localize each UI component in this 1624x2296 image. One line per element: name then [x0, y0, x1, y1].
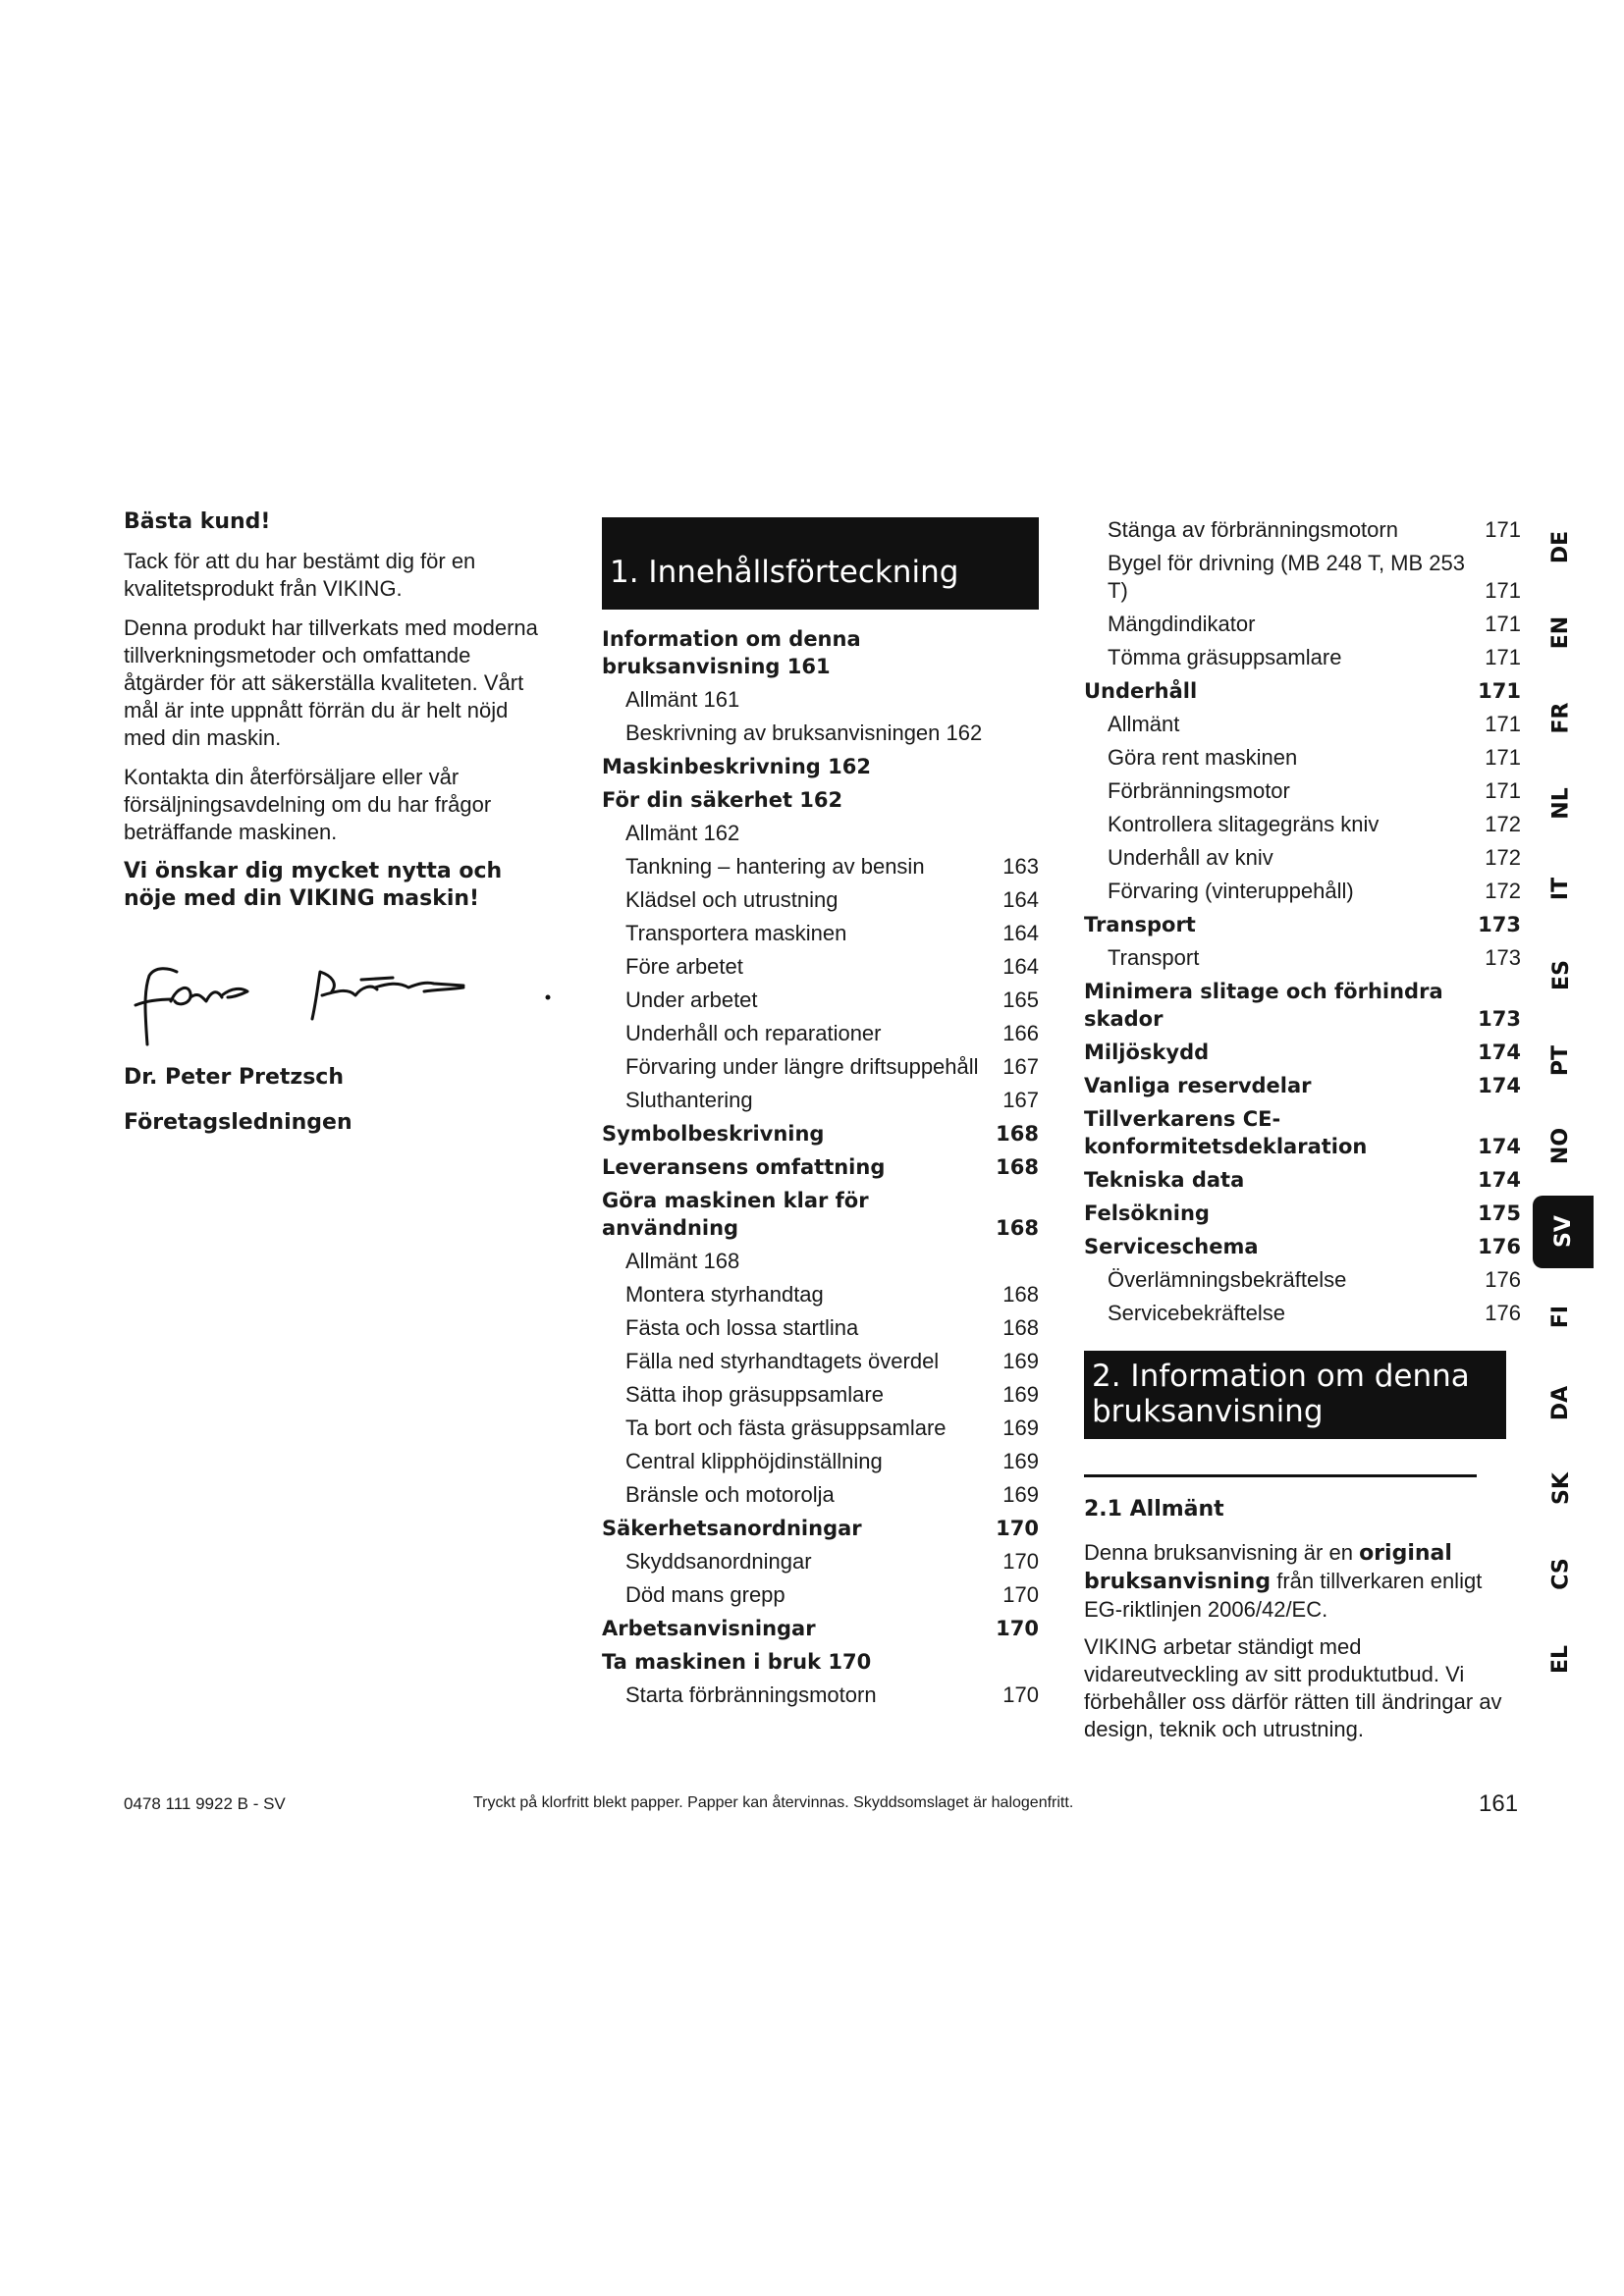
- toc-entry-page: 176: [1485, 1267, 1521, 1292]
- toc-entry[interactable]: [602, 1648, 1039, 1676]
- toc-entry-page: 163: [1002, 854, 1039, 879]
- toc-entry[interactable]: [602, 886, 1039, 914]
- toc-entry-page: 168: [1002, 1315, 1039, 1340]
- toc-entry[interactable]: [1084, 1233, 1521, 1260]
- toc-entry[interactable]: [602, 1515, 1039, 1542]
- toc-list-continued: [1084, 516, 1521, 1327]
- language-tab-label: NO: [1548, 1127, 1574, 1164]
- language-tab-sv[interactable]: [1533, 1196, 1594, 1268]
- toc-entry-page: 172: [1485, 812, 1521, 836]
- toc-entry-title: Ta maskinen i bruk 170: [602, 1650, 872, 1674]
- toc-entry-title: Tankning – hantering av bensin: [625, 854, 925, 879]
- toc-entry-page: 170: [1002, 1549, 1039, 1574]
- toc-entry[interactable]: [602, 1020, 1039, 1047]
- toc-entry-page: 176: [1478, 1235, 1521, 1258]
- toc-entry-title: Servicebekräftelse: [1108, 1301, 1285, 1325]
- toc-entry-title: Felsökning: [1084, 1201, 1210, 1225]
- toc-entry[interactable]: [1084, 1166, 1521, 1194]
- toc-entry-title: Stänga av förbränningsmotorn: [1108, 517, 1398, 542]
- toc-entry-title: Ta bort och fästa gräsuppsamlare: [625, 1415, 947, 1440]
- toc-entry-page: 164: [1002, 954, 1039, 979]
- toc-entry-title: Fälla ned styrhandtagets överdel: [625, 1349, 940, 1373]
- toc-entry[interactable]: [1084, 550, 1521, 605]
- language-tab-it[interactable]: [1532, 853, 1591, 926]
- toc-entry-page: 168: [1002, 1282, 1039, 1307]
- toc-entry-title: Maskinbeskrivning 162: [602, 755, 871, 778]
- letter-paragraph-1: Tack för att du har bestämt dig för en kvalitetsprodukt från VIKING.: [124, 549, 476, 601]
- language-tab-label: IT: [1548, 878, 1574, 901]
- document-number: 0478 111 9922 B - SV: [124, 1794, 286, 1813]
- toc-entry-title: Mängdindikator: [1108, 612, 1256, 636]
- toc-entry-page: 169: [1002, 1349, 1039, 1373]
- toc-entry-title: Förvaring (vinteruppehåll): [1108, 879, 1354, 903]
- language-tab-label: DE: [1548, 530, 1574, 563]
- toc-entry-page: 165: [1002, 988, 1039, 1012]
- section-2-1-paragraph-1: [1084, 1539, 1516, 1624]
- paragraph-text: Denna bruksanvisning är en: [1084, 1540, 1360, 1565]
- toc-entry-page: 171: [1485, 612, 1521, 636]
- toc-entry-title: Säkerhetsanordningar: [602, 1517, 862, 1540]
- toc-entry[interactable]: [602, 720, 1039, 747]
- toc-entry-title: Förvaring under längre driftsuppehåll: [625, 1054, 979, 1079]
- toc-entry[interactable]: [1084, 744, 1521, 772]
- toc-entry-title: Före arbetet: [625, 954, 743, 979]
- letter-paragraph-2: Denna produkt har tillverkats med moderna tillverkningsmetoder och omfattande åtgärder för att säkerställa kvaliteten. Vårt mål är inte uppnått förrän du är helt nöjd med din maskin.: [124, 615, 538, 750]
- toc-entry[interactable]: [1084, 677, 1521, 705]
- toc-entry[interactable]: [1084, 1200, 1521, 1227]
- toc-entry[interactable]: [1084, 644, 1521, 671]
- toc-entry-page: 172: [1485, 845, 1521, 870]
- toc-entry[interactable]: [602, 1248, 1039, 1275]
- toc-entry[interactable]: [1084, 911, 1521, 938]
- toc-entry[interactable]: [602, 753, 1039, 780]
- signer-name: Dr. Peter Pretzsch: [124, 1065, 344, 1090]
- toc-entry-title: Under arbetet: [625, 988, 758, 1012]
- page-number: 161: [1479, 1790, 1519, 1817]
- toc-entry-title: Arbetsanvisningar: [602, 1617, 816, 1640]
- language-tab-no[interactable]: [1532, 1109, 1591, 1182]
- toc-entry[interactable]: [1084, 1039, 1521, 1066]
- toc-entry-title: Allmänt 168: [625, 1249, 740, 1273]
- toc-entry-page: 164: [1002, 921, 1039, 945]
- toc-entry[interactable]: [602, 1481, 1039, 1509]
- toc-entry-title: Klädsel och utrustning: [625, 887, 839, 912]
- toc-entry-page: 176: [1485, 1301, 1521, 1325]
- language-tab-label: ES: [1548, 959, 1574, 990]
- toc-entry-page: 169: [1002, 1415, 1039, 1440]
- language-tab-en[interactable]: [1532, 596, 1591, 668]
- toc-entry-title: Sätta ihop gräsuppsamlare: [625, 1382, 884, 1407]
- language-tab-label: SV: [1550, 1215, 1576, 1249]
- toc-entry[interactable]: [1084, 611, 1521, 638]
- toc-entry-title: Central klipphöjdinställning: [625, 1449, 883, 1473]
- toc-entry[interactable]: [1084, 978, 1521, 1033]
- language-tab-label: EN: [1548, 615, 1574, 649]
- section-2-1-paragraph-2: VIKING arbetar ständigt med vidareutveckling av sitt produktutbud. Vi förbehåller oss därför rätten till ändringar av design, teknik och utrustning.: [1084, 1634, 1502, 1741]
- toc-entry-title: Överlämningsbekräftelse: [1108, 1267, 1347, 1292]
- toc-entry[interactable]: [602, 1187, 1039, 1242]
- language-tab-pt[interactable]: [1532, 1024, 1591, 1096]
- toc-entry-page: 166: [1002, 1021, 1039, 1045]
- toc-entry-title: Skyddsanordningar: [625, 1549, 812, 1574]
- print-note: Tryckt på klorfritt blekt papper. Papper kan återvinnas. Skyddsomslaget är halogenfritt.: [473, 1794, 1074, 1811]
- toc-entry-page: 174: [1478, 1135, 1521, 1158]
- language-tab-cs[interactable]: [1532, 1537, 1591, 1610]
- toc-entry[interactable]: [602, 625, 1039, 680]
- language-tab-da[interactable]: [1532, 1366, 1591, 1439]
- toc-entry[interactable]: [1084, 1266, 1521, 1294]
- toc-entry-title: Bränsle och motorolja: [625, 1482, 835, 1507]
- toc-entry-page: 168: [996, 1216, 1039, 1240]
- language-tab-label: CS: [1548, 1558, 1574, 1590]
- toc-entry-title: Leveransens omfattning: [602, 1155, 886, 1179]
- toc-entry-page: 173: [1485, 945, 1521, 970]
- toc-entry-title: Allmänt: [1108, 712, 1180, 736]
- toc-entry[interactable]: [602, 987, 1039, 1014]
- toc-entry[interactable]: [1084, 777, 1521, 805]
- toc-entry-page: 168: [996, 1155, 1039, 1179]
- toc-entry-title: Förbränningsmotor: [1108, 778, 1290, 803]
- toc-entry-page: 169: [1002, 1382, 1039, 1407]
- toc-entry-title: Tömma gräsuppsamlare: [1108, 645, 1342, 669]
- language-tab-sk[interactable]: [1532, 1452, 1591, 1524]
- language-tab-label: PT: [1548, 1044, 1574, 1076]
- page-footer: [124, 1790, 1518, 1820]
- toc-entry-page: 171: [1478, 679, 1521, 703]
- toc-entry[interactable]: [602, 920, 1039, 947]
- toc-entry-title: Kontrollera slitagegräns kniv: [1108, 812, 1380, 836]
- toc-entry-page: 174: [1478, 1074, 1521, 1097]
- toc-entry-page: 171: [1485, 778, 1521, 803]
- toc-entry-title: Miljöskydd: [1084, 1041, 1210, 1064]
- toc-entry-title: Död mans grepp: [625, 1582, 785, 1607]
- toc-entry[interactable]: [1084, 844, 1521, 872]
- toc-entry[interactable]: [1084, 516, 1521, 544]
- toc-entry-page: 168: [996, 1122, 1039, 1146]
- language-tab-de[interactable]: [1532, 510, 1591, 583]
- toc-entry[interactable]: [602, 1581, 1039, 1609]
- toc-entry-page: 164: [1002, 887, 1039, 912]
- toc-entry-page: 171: [1485, 517, 1521, 542]
- language-tab-label: EL: [1548, 1645, 1574, 1675]
- language-tab-label: DA: [1548, 1385, 1574, 1420]
- toc-entry-title: Vanliga reservdelar: [1084, 1074, 1312, 1097]
- toc-entry[interactable]: [602, 1448, 1039, 1475]
- letter-paragraph-3: Kontakta din återförsäljare eller vår försäljningsavdelning om du har frågor beträffande maskinen.: [124, 765, 492, 844]
- toc-entry[interactable]: [602, 1314, 1039, 1342]
- toc-entry[interactable]: [602, 1682, 1039, 1709]
- toc-entry-page: 170: [1002, 1682, 1039, 1707]
- handwritten-signature: [130, 958, 562, 1046]
- toc-entry-title: Minimera slitage och förhindra skador: [1084, 980, 1443, 1031]
- toc-entry[interactable]: [602, 686, 1039, 714]
- language-tab-el[interactable]: [1532, 1624, 1591, 1696]
- toc-entry[interactable]: [602, 953, 1039, 981]
- language-tab-label: FR: [1548, 702, 1574, 734]
- toc-entry-page: 171: [1485, 645, 1521, 669]
- toc-entry-page: 173: [1478, 1007, 1521, 1031]
- toc-entry-page: 167: [1002, 1088, 1039, 1112]
- toc-entry[interactable]: [602, 1087, 1039, 1114]
- toc-entry[interactable]: [602, 1381, 1039, 1409]
- toc-entry-page: 171: [1485, 712, 1521, 736]
- toc-entry[interactable]: [1084, 1105, 1521, 1160]
- toc-entry[interactable]: [602, 820, 1039, 847]
- toc-entry-title: Serviceschema: [1084, 1235, 1259, 1258]
- toc-entry-title: Montera styrhandtag: [625, 1282, 824, 1307]
- toc-entry-title: Transport: [1084, 913, 1196, 936]
- toc-entry-title: Tekniska data: [1084, 1168, 1245, 1192]
- greeting: Bästa kund!: [124, 509, 271, 534]
- language-tab-label: SK: [1548, 1471, 1574, 1505]
- toc-entry-title: Symbolbeskrivning: [602, 1122, 825, 1146]
- toc-entry-page: 175: [1478, 1201, 1521, 1225]
- toc-entry-title: Starta förbränningsmotorn: [625, 1682, 877, 1707]
- toc-entry-page: 169: [1002, 1449, 1039, 1473]
- welcome-letter: [124, 508, 556, 1148]
- toc-entry-title: Underhåll och reparationer: [625, 1021, 882, 1045]
- toc-entry-title: Tillverkarens CE-konformitetsdeklaration: [1084, 1107, 1368, 1158]
- toc-entry[interactable]: [602, 1348, 1039, 1375]
- toc-entry-title: Göra maskinen klar för användning: [602, 1189, 869, 1240]
- toc-entry[interactable]: [1084, 878, 1521, 905]
- toc-entry-title: Transportera maskinen: [625, 921, 847, 945]
- toc-entry-page: 173: [1478, 913, 1521, 936]
- paragraph-emphasis: original bruksanvisning: [1084, 1541, 1452, 1594]
- toc-entry[interactable]: [602, 1120, 1039, 1148]
- toc-heading: 1. Innehållsförteckning: [602, 517, 1039, 610]
- toc-entry-page: 174: [1478, 1168, 1521, 1192]
- toc-entry-title: För din säkerhet 162: [602, 788, 843, 812]
- toc-entry-page: 171: [1485, 578, 1521, 603]
- toc-entry[interactable]: [602, 1415, 1039, 1442]
- section-2-heading: 2. Information om denna bruksanvisning: [1084, 1351, 1506, 1439]
- toc-entry-page: 172: [1485, 879, 1521, 903]
- toc-entry-title: Sluthantering: [625, 1088, 753, 1112]
- language-tab-nl[interactable]: [1532, 768, 1591, 840]
- toc-entry-page: 171: [1485, 745, 1521, 770]
- toc-entry[interactable]: [1084, 1072, 1521, 1099]
- toc-entry-title: Allmänt 161: [625, 687, 740, 712]
- toc-entry-page: 170: [996, 1517, 1039, 1540]
- language-tab-fr[interactable]: [1532, 681, 1591, 754]
- letter-closing: Vi önskar dig mycket nytta och nöje med din VIKING maskin!: [124, 859, 503, 911]
- toc-entry-page: 174: [1478, 1041, 1521, 1064]
- language-tab-fi[interactable]: [1532, 1281, 1591, 1354]
- section-divider: [1084, 1474, 1477, 1477]
- toc-entry[interactable]: [1084, 944, 1521, 972]
- toc-list: [602, 625, 1039, 1709]
- toc-entry-title: Göra rent maskinen: [1108, 745, 1298, 770]
- toc-entry[interactable]: [1084, 1300, 1521, 1327]
- toc-entry[interactable]: [602, 786, 1039, 814]
- toc-entry-page: 170: [996, 1617, 1039, 1640]
- toc-entry[interactable]: [602, 1615, 1039, 1642]
- toc-column-2: [1084, 516, 1521, 1753]
- toc-entry-title: Underhåll: [1084, 679, 1198, 703]
- toc-entry[interactable]: [602, 1153, 1039, 1181]
- toc-entry[interactable]: [1084, 711, 1521, 738]
- paragraph-text: från tillverkaren enligt EG-riktlinjen 2006/42/EC.: [1084, 1569, 1483, 1622]
- language-tab-label: FI: [1548, 1306, 1574, 1329]
- language-tab-es[interactable]: [1532, 938, 1591, 1011]
- toc-entry-page: 167: [1002, 1054, 1039, 1079]
- language-tab-label: NL: [1548, 787, 1574, 820]
- toc-entry-title: Fästa och lossa startlina: [625, 1315, 859, 1340]
- signer-title: Företagsledningen: [124, 1110, 352, 1135]
- toc-entry[interactable]: [602, 1281, 1039, 1308]
- toc-entry-title: Allmänt 162: [625, 821, 740, 845]
- toc-entry-page: 169: [1002, 1482, 1039, 1507]
- toc-column-1: [602, 517, 1039, 1715]
- toc-entry-title: Transport: [1108, 945, 1200, 970]
- toc-entry-title: Bygel för drivning (MB 248 T, MB 253 T): [1108, 551, 1465, 603]
- toc-entry-title: Underhåll av kniv: [1108, 845, 1273, 870]
- toc-entry-page: 170: [1002, 1582, 1039, 1607]
- toc-entry-title: Information om denna bruksanvisning 161: [602, 627, 861, 678]
- toc-entry[interactable]: [1084, 811, 1521, 838]
- section-2-1-heading: 2.1 Allmänt: [1084, 1497, 1224, 1522]
- toc-entry[interactable]: [602, 1548, 1039, 1575]
- toc-entry[interactable]: [602, 853, 1039, 881]
- toc-entry-title: Beskrivning av bruksanvisningen 162: [625, 721, 983, 745]
- toc-entry[interactable]: [602, 1053, 1039, 1081]
